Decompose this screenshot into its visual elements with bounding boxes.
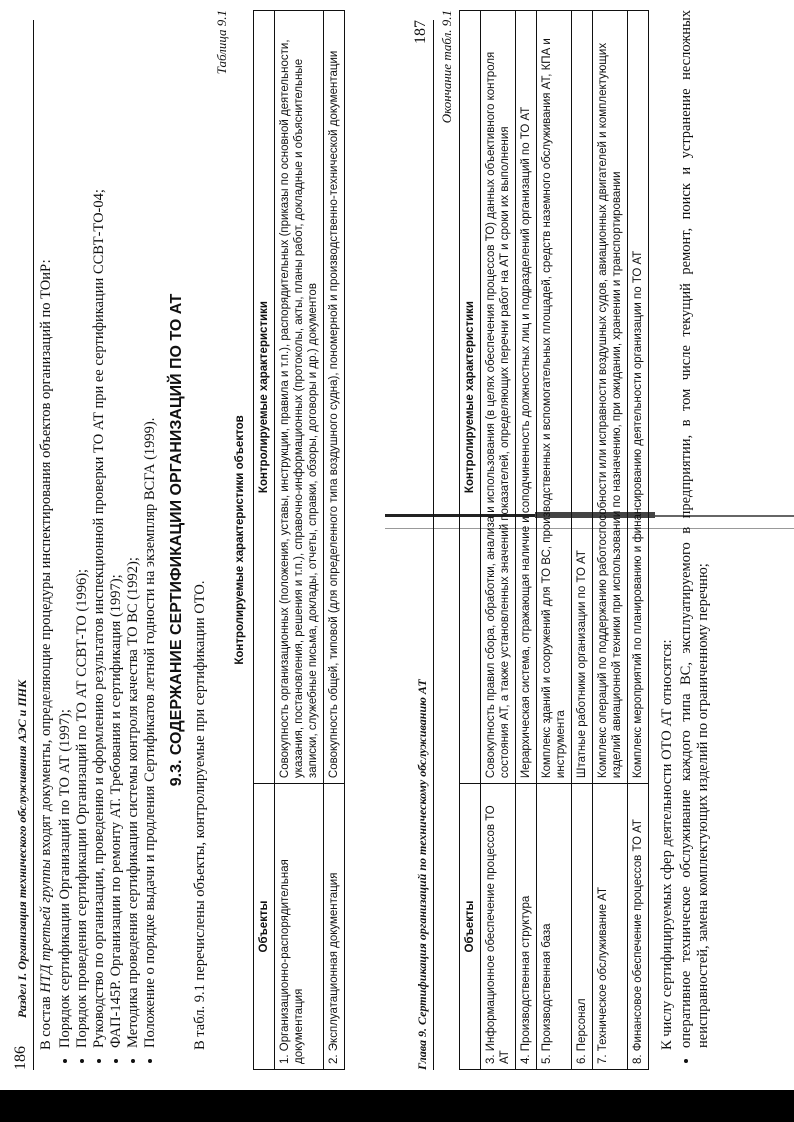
list-item: • Руководство по организации, проведению и оформлению результатов инспекционной проверки ТО АТ при ее сертификации ССВТ-ТО-04; [91,10,108,1048]
table-title: Контролируемые характеристики объектов [234,415,246,665]
table-cell: Комплекс зданий и сооружений для ТО ВС, производственных и вспомогательных площадей, средств наземного обслуживания АТ, КПА и инструмента [537,11,572,784]
table-cell: 2. Эксплуатационная документация [324,784,345,1070]
right-page-body [438,10,712,1070]
table-cell: Иерархическая система, отражающая наличие и соподчиненность должностных лиц и подразделений организаций по ТО АТ [516,11,537,784]
table-cell: 4. Производственная структура [516,784,537,1070]
table-caption: Таблица 9.1 [214,10,229,75]
table-header-row [460,11,481,1070]
ntd-document-list [57,10,159,1070]
table-cell: Совокупность общей, типовой (для определенного типа воздушного судна), пономерной и производственно-технической документации [324,11,345,784]
left-running-header [8,20,34,1070]
left-page [0,0,385,1090]
running-head: Раздел I. Организация технического обслуживания АЭС и ПНК [15,679,29,1018]
table-cell: 5. Производственная база [537,784,572,1070]
table-cell: Совокупность правил сбора, обработки, анализа и использования (в целях обеспечения процессов ТО) данных объективного контроля состояния АТ, а также установленных значений показателей, определяющих перечни работ на АТ и сроки их выполнения [481,11,516,784]
table-cell: Комплекс операций по поддержанию работоспособности или исправности воздушных судов, авиационных двигателей и комплектующих изделий авиационной техники при использовании по назначению, при ожидании, хранении и транспортировании [593,11,628,784]
list-item: • ФАП-145Р. Организации по ремонту АТ. Требования и сертификация (1997); [108,10,125,1048]
table-cell: Совокупность организационных (положения, уставы, инструкции, правила и т.п.), распорядительных (приказы по основной деятельности, указания, постановления, решения и т.п.), справочно-информационных (протоколы, акты, планы работ, докладные и объяснительные записки, служебные письма, доклады, отчеты, справки, обзоры, договоры и др.) документов [275,11,324,784]
table-cell: 6. Персонал [572,784,593,1070]
table-header-row [254,11,275,1070]
table-continuation-caption: Окончание табл. 9.1 [439,10,454,124]
list-item: • Положение о порядке выдачи и продления Сертификатов летной годности на экземпляр ВСГА (1999). [142,10,159,1048]
table-9-1 [253,10,345,1070]
table-row [516,11,537,1070]
column-header: Объекты [460,784,481,1070]
right-page [400,0,785,1090]
section-heading: 9.3. СОДЕРЖАНИЕ СЕРТИФИКАЦИИ ОРГАНИЗАЦИЙ ПО ТО АТ [168,293,185,787]
scan-bottom-border [0,1090,794,1122]
column-header: Контролируемые характеристики [460,11,481,784]
running-head: Глава 9. Сертификация организаций по техническому обслуживанию АТ [415,679,429,1070]
page-number: 186 [12,1046,29,1070]
table-cell: Штатные работники организации по ТО АТ [572,11,593,784]
list-item: • Методика проведения сертификации системы контроля качества ТО ВС (1992); [125,10,142,1048]
column-header: Объекты [254,784,275,1070]
table-row [572,11,593,1070]
table-row [593,11,628,1070]
list-item: • Порядок проведения сертификации Организаций по ТО АТ ССВТ-ТО (1996); [74,10,91,1048]
table-row [481,11,516,1070]
table-9-1-continued [459,10,649,1070]
right-running-header [408,20,434,1070]
page-number: 187 [412,20,429,44]
intro-paragraph: В состав НТД третьей группы входят документы, определяющие процедуры инспектирования объектов организаций по ТОиР: [38,259,54,1050]
table-cell: 7. Техническое обслуживание АТ [593,784,628,1070]
section-paragraph: В табл. 9.1 перечислены объекты, контролируемые при сертификации ОТО. [192,580,208,1050]
column-header: Контролируемые характеристики [254,11,275,784]
spheres-list [678,10,712,1070]
list-item: • Порядок сертификации Организаций по ТО АТ (1997); [57,10,74,1048]
table-cell: 8. Финансовое обеспечение процессов ТО АТ [628,784,649,1070]
left-page-body [38,10,345,1070]
table-row [628,11,649,1070]
table-row [324,11,345,1070]
table-cell: 3. Информационное обеспечение процессов ТО АТ [481,784,516,1070]
table-row [275,11,324,1070]
table-cell: Комплекс мероприятий по планированию и финансированию деятельности организации по ТО АТ [628,11,649,784]
list-item: • оперативное техническое обслуживание каждого типа ВС, эксплуатируемого в предприятии, в том числе текущий ремонт, поиск и устранение несложных неисправностей, замена комплектующих изделий по ограниченному перечню; [678,10,712,1048]
table-row [537,11,572,1070]
table-cell: 1. Организационно-распорядительная документация [275,784,324,1070]
spheres-paragraph: К числу сертифицируемых сфер деятельности ОТО АТ относятся: [659,639,675,1050]
